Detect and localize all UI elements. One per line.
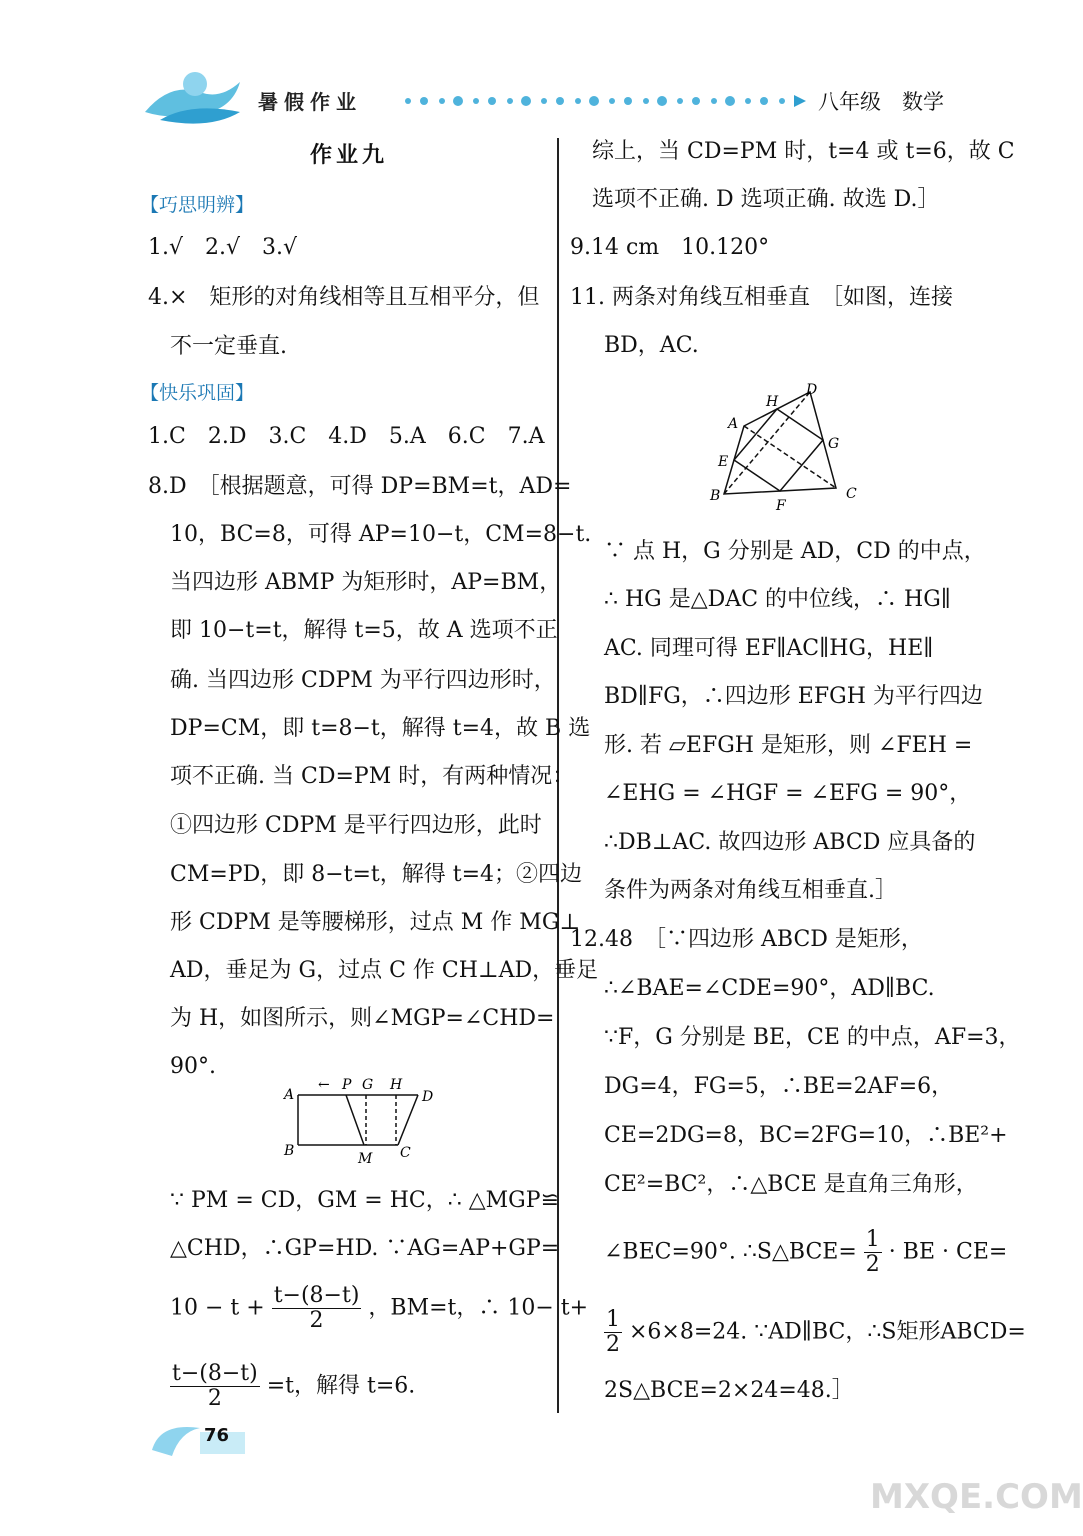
answer-line: 1.√ 2.√ 3.√ xyxy=(148,235,298,260)
fraction xyxy=(864,1228,882,1277)
text-fragment: ×6×8=24. ∵AD∥BC，∴S矩形ABCD= xyxy=(629,1319,1026,1345)
text-fragment: ∠BEC=90°. ∴S△BCE= xyxy=(604,1239,857,1265)
answer-line: 选项不正确. D 选项正确. 故选 D.］ xyxy=(592,187,940,212)
answer-line-fraction xyxy=(170,1362,415,1411)
denominator: 2 xyxy=(309,1308,324,1334)
numerator: t−(8−t) xyxy=(172,1361,258,1386)
answer-line: BD，AC. xyxy=(604,333,699,358)
answer-line: 4.× 矩形的对角线相等且互相平分，但 xyxy=(148,285,540,310)
label-g: G xyxy=(362,1077,374,1093)
answer-line: 形. 若 ▱EFGH 是矩形，则 ∠FEH = xyxy=(604,733,973,758)
answer-line: 确. 当四边形 CDPM 为平行四边形时， xyxy=(170,668,556,693)
answer-line-fraction xyxy=(604,1308,1026,1357)
label-a: A xyxy=(284,1087,295,1103)
answer-line: 10，BC=8，可得 AP=10−t，CM=8−t. xyxy=(170,522,592,547)
fraction xyxy=(272,1284,362,1333)
answer-line: 条件为两条对角线互相垂直.］ xyxy=(604,878,897,903)
answer-line: BD∥FG，∴四边形 EFGH 为平行四边 xyxy=(604,684,983,709)
text-fragment: =t，解得 t=6. xyxy=(266,1373,416,1399)
quad-abcd xyxy=(724,392,836,494)
text-fragment: ，BM=t，∴ 10− t+ xyxy=(368,1295,589,1321)
assignment-title: 作业九 xyxy=(310,143,389,168)
fraction xyxy=(604,1308,622,1357)
answer-line: 12.48 ［∵四边形 ABCD 是矩形， xyxy=(570,927,923,952)
label-h: H xyxy=(766,394,779,410)
fraction xyxy=(170,1362,260,1411)
label-c: C xyxy=(846,486,857,502)
watermark: MXQE.COM xyxy=(870,1477,1083,1517)
page-number: 76 xyxy=(204,1425,230,1446)
header-dots xyxy=(402,92,807,104)
answer-line: 不一定垂直. xyxy=(170,334,287,359)
answer-line: CE=2DG=8，BC=2FG=10，∴BE²+ xyxy=(604,1123,1008,1148)
answer-line: CM=PD，即 8−t=t，解得 t=4；②四边 xyxy=(170,862,583,887)
section-heading-1: 【巧思明辨】 xyxy=(140,194,255,216)
answer-line: 综上，当 CD=PM 时，t=4 或 t=6，故 C xyxy=(592,139,1015,164)
answer-line: ∴∠BAE=∠CDE=90°，AD∥BC. xyxy=(604,976,935,1001)
figure-trapezoid xyxy=(280,1075,440,1170)
answer-line: ∵ 点 H，G 分别是 AD，CD 的中点， xyxy=(604,539,986,564)
answer-line: ∴DB⊥AC. 故四边形 ABCD 应具备的 xyxy=(604,830,976,855)
label-a: A xyxy=(728,416,739,432)
text-fragment: 10 − t + xyxy=(170,1295,265,1321)
figure-arrow: ← xyxy=(318,1077,330,1093)
answer-line: CE²=BC²，∴△BCE 是直角三角形， xyxy=(604,1172,978,1197)
answer-line: 11. 两条对角线互相垂直 ［如图，连接 xyxy=(570,285,953,310)
header-grade-subject: 八年级 数学 xyxy=(818,90,944,114)
denominator: 2 xyxy=(606,1332,620,1358)
label-e: E xyxy=(718,454,729,470)
label-p: P xyxy=(342,1077,352,1093)
answer-line: 为 H，如图所示，则∠MGP=∠CHD= xyxy=(170,1006,555,1031)
figure-quadrilateral xyxy=(700,378,870,518)
answer-line: DG=4，FG=5，∴BE=2AF=6， xyxy=(604,1074,954,1099)
answer-line: 9.14 cm 10.120° xyxy=(570,235,770,260)
dotted-line-icon xyxy=(402,95,807,107)
label-c: C xyxy=(400,1145,411,1161)
answer-line-fraction xyxy=(170,1284,588,1333)
denominator: 2 xyxy=(865,1252,880,1278)
answer-line: ∠EHG = ∠HGF = ∠EFG = 90°， xyxy=(604,781,972,806)
answer-line: AC. 同理可得 EF∥AC∥HG，HE∥ xyxy=(604,636,934,661)
label-d: D xyxy=(806,382,818,398)
label-g: G xyxy=(828,436,840,452)
answer-line-fraction xyxy=(604,1228,1007,1277)
answer-line: △CHD，∴GP=HD. ∵AG=AP+GP= xyxy=(170,1236,560,1261)
answer-line: ∴ HG 是△DAC 的中位线，∴ HG∥ xyxy=(604,587,951,612)
label-b: B xyxy=(710,488,721,504)
leaf-icon xyxy=(150,1420,250,1460)
text-fragment: · BE · CE= xyxy=(888,1239,1008,1265)
answer-line: 形 CDPM 是等腰梯形，过点 M 作 MG⊥ xyxy=(170,910,581,935)
answer-line: ∵ PM = CD，GM = HC，∴ △MGP≌ xyxy=(170,1188,559,1213)
answer-line: 2S△BCE=2×24=48.］ xyxy=(604,1378,854,1403)
answer-line: ∵F，G 分别是 BE，CE 的中点，AF=3， xyxy=(604,1025,1021,1050)
wave-logo-icon xyxy=(140,62,250,132)
answer-line: 当四边形 ABMP 为矩形时，AP=BM， xyxy=(170,570,562,595)
numerator: 1 xyxy=(865,1227,880,1252)
label-m: M xyxy=(358,1151,373,1167)
header-logo xyxy=(140,62,250,132)
answer-line: DP=CM，即 t=8−t，解得 t=4，故 B 选 xyxy=(170,716,591,741)
answer-line: AD，垂足为 G，过点 C 作 CH⊥AD，垂足 xyxy=(170,958,599,983)
section-heading-2: 【快乐巩固】 xyxy=(140,382,255,404)
page-number-decoration xyxy=(150,1420,250,1460)
answer-line: 90°. xyxy=(170,1054,216,1079)
answer-line: 即 10−t=t，解得 t=5，故 A 选项不正 xyxy=(170,618,558,643)
header-series: 暑假作业 xyxy=(258,90,362,114)
answer-line: 项不正确. 当 CD=PM 时，有两种情况： xyxy=(170,764,575,789)
label-b: B xyxy=(284,1143,295,1159)
label-f: F xyxy=(776,498,786,514)
segment-pm xyxy=(346,1095,364,1145)
segment-dc xyxy=(398,1095,418,1145)
label-d: D xyxy=(422,1089,434,1105)
denominator: 2 xyxy=(207,1386,222,1412)
label-h: H xyxy=(390,1077,403,1093)
numerator: 1 xyxy=(606,1307,620,1332)
answer-line: ①四边形 CDPM 是平行四边形，此时 xyxy=(170,813,542,838)
numerator: t−(8−t) xyxy=(273,1283,360,1308)
answer-line: 8.D ［根据题意，可得 DP=BM=t，AD= xyxy=(148,474,572,499)
answer-line: 1.C 2.D 3.C 4.D 5.A 6.C 7.A xyxy=(148,424,545,449)
